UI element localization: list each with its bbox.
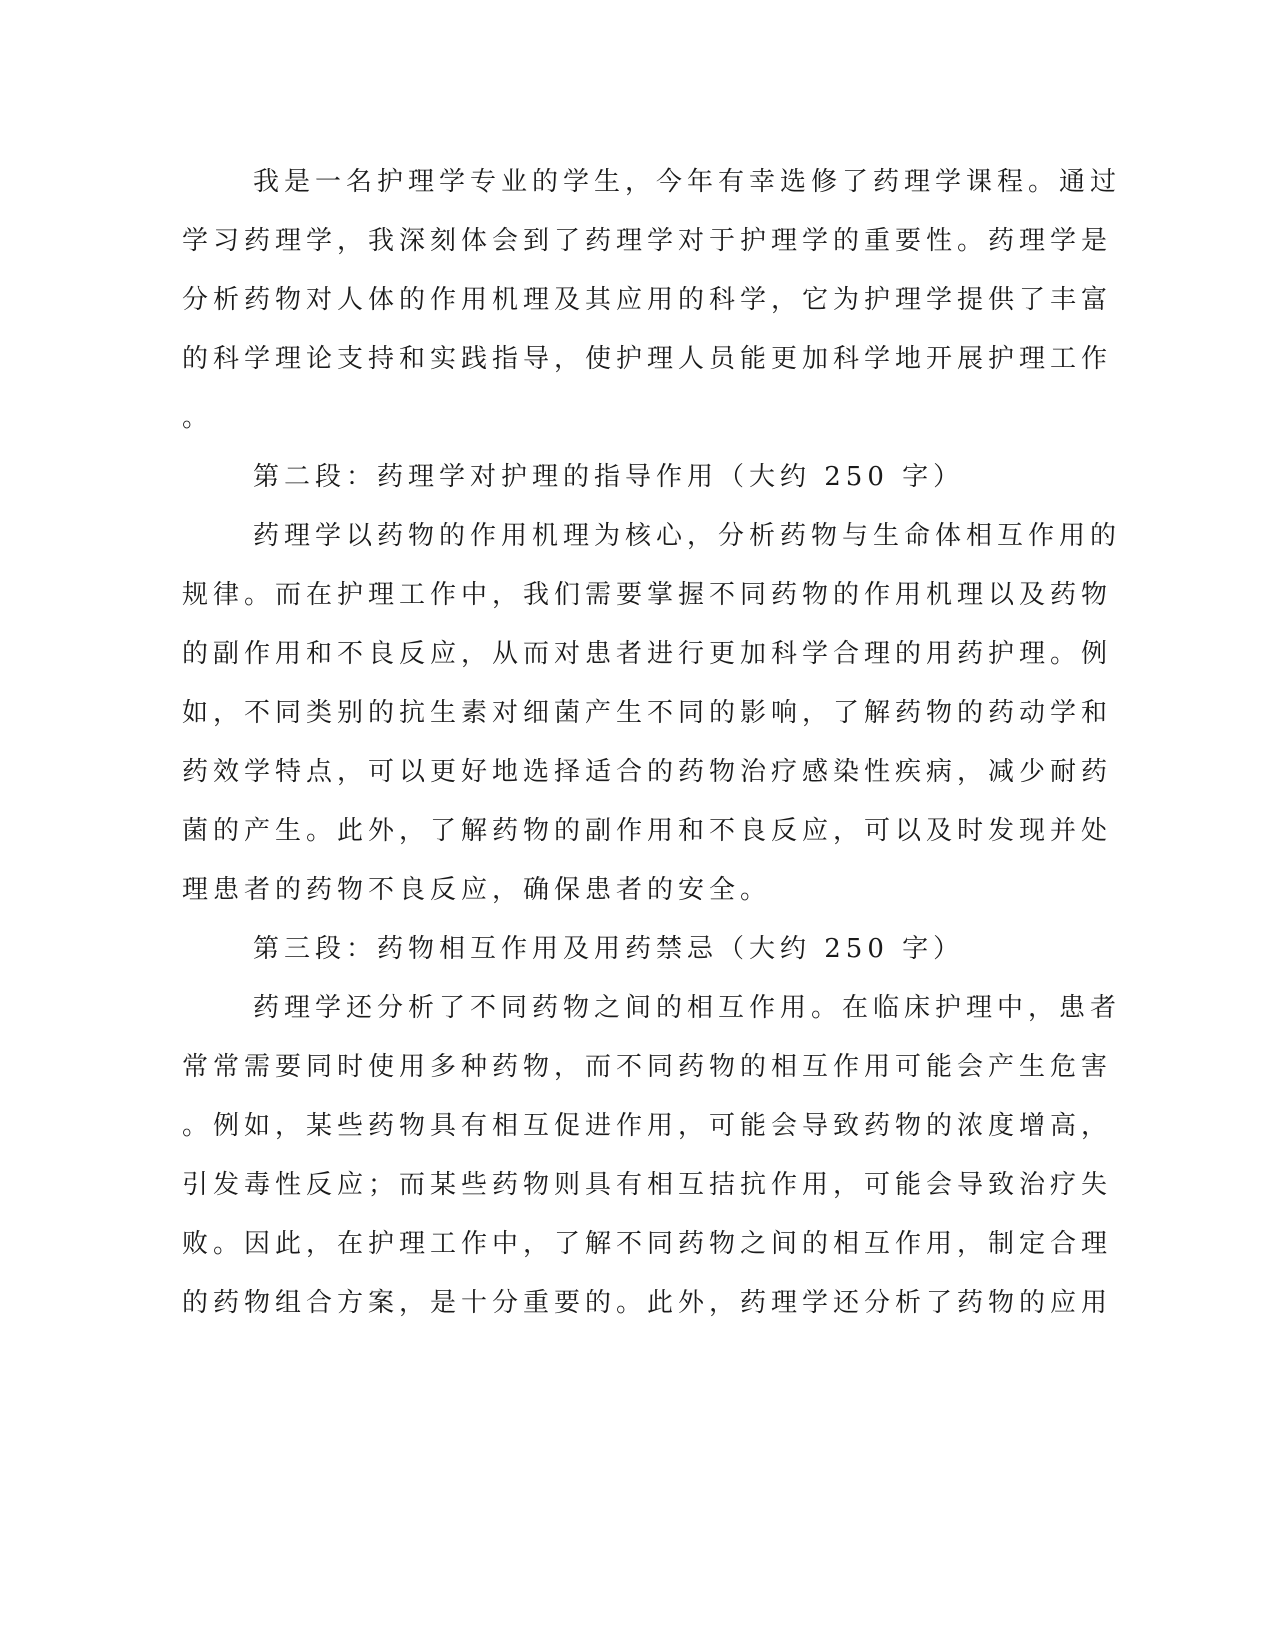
document-body — [182, 162, 1122, 1342]
text-line: 规律。而在护理工作中，我们需要掌握不同药物的作用机理以及药物 — [182, 580, 1113, 610]
text-line: 如，不同类别的抗生素对细菌产生不同的影响，了解药物的药动学和 — [182, 698, 1113, 728]
text-line: 药效学特点，可以更好地选择适合的药物治疗感染性疾病，减少耐药 — [182, 757, 1113, 787]
text-line: 。例如，某些药物具有相互促进作用，可能会导致药物的浓度增高， — [182, 1111, 1113, 1141]
text-line: 学习药理学，我深刻体会到了药理学对于护理学的重要性。药理学是 — [182, 226, 1113, 256]
text-line: 。 — [182, 403, 214, 433]
text-line: 败。因此，在护理工作中，了解不同药物之间的相互作用，制定合理 — [182, 1229, 1113, 1259]
text-line: 的副作用和不良反应，从而对患者进行更加科学合理的用药护理。例 — [182, 639, 1113, 669]
text-line: 的科学理论支持和实践指导，使护理人员能更加科学地开展护理工作 — [182, 344, 1113, 374]
text-line: 分析药物对人体的作用机理及其应用的科学，它为护理学提供了丰富 — [182, 285, 1113, 315]
text-line: 引发毒性反应；而某些药物则具有相互拮抗作用，可能会导致治疗失 — [182, 1170, 1113, 1200]
text-line: 我是一名护理学专业的学生，今年有幸选修了药理学课程。通过 — [253, 167, 1122, 197]
text-line: 药理学还分析了不同药物之间的相互作用。在临床护理中，患者 — [253, 993, 1122, 1023]
text-line: 第三段：药物相互作用及用药禁忌（大约 250 字） — [253, 934, 965, 964]
text-line: 药理学以药物的作用机理为核心，分析药物与生命体相互作用的 — [253, 521, 1122, 551]
text-line: 理患者的药物不良反应，确保患者的安全。 — [182, 875, 772, 905]
text-line: 的药物组合方案，是十分重要的。此外，药理学还分析了药物的应用 — [182, 1288, 1113, 1318]
text-line: 常常需要同时使用多种药物，而不同药物的相互作用可能会产生危害 — [182, 1052, 1113, 1082]
text-line: 菌的产生。此外，了解药物的副作用和不良反应，可以及时发现并处 — [182, 816, 1113, 846]
text-line: 第二段：药理学对护理的指导作用（大约 250 字） — [253, 462, 965, 492]
